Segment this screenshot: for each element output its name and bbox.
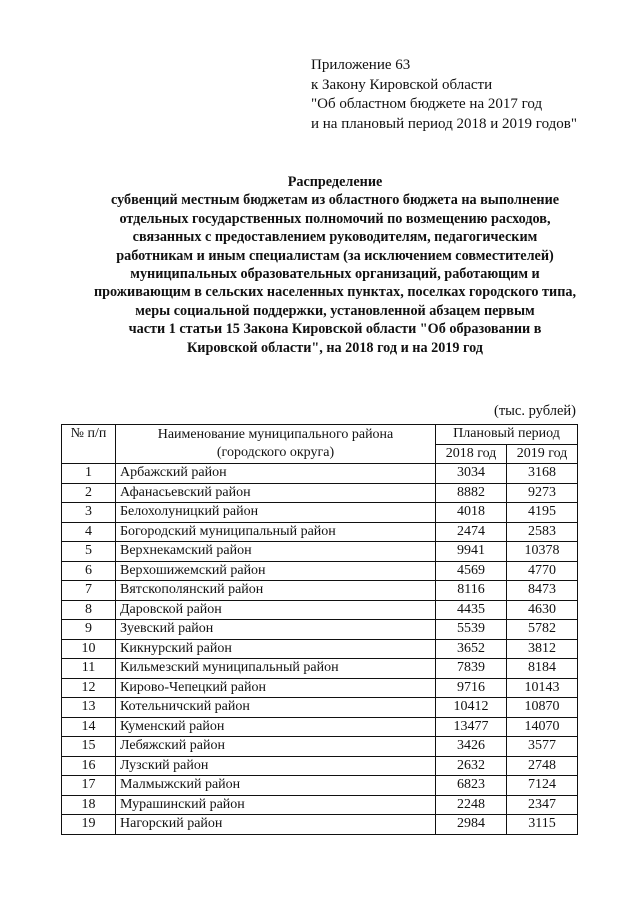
amount-2019: 3812 [507,639,578,659]
row-number: 15 [62,737,116,757]
amount-2018: 13477 [436,717,507,737]
table-row [62,600,578,620]
table-row [62,639,578,659]
amount-2018: 7839 [436,659,507,679]
row-number: 7 [62,581,116,601]
table-row [62,776,578,796]
district-name: Кикнурский район [116,639,436,659]
title-line: меры социальной поддержки, установленной абзацем первым [135,302,535,319]
table-row [62,737,578,757]
amount-2018: 4569 [436,561,507,581]
district-name: Белохолуницкий район [116,503,436,523]
table-row [62,483,578,503]
column-header-name-line1: Наименование муниципального района [157,427,394,442]
amount-2019: 3115 [507,815,578,835]
district-name: Лузский район [116,756,436,776]
amount-2019: 10143 [507,678,578,698]
row-number: 8 [62,600,116,620]
row-number: 11 [62,659,116,679]
row-number: 14 [62,717,116,737]
title-line: Кировской области", на 2018 год и на 2019 год [187,339,483,356]
amount-2018: 8882 [436,483,507,503]
amount-2018: 4018 [436,503,507,523]
district-name: Арбажский район [116,464,436,484]
column-header-name [116,425,436,464]
table-body [62,464,578,835]
amount-2018: 2632 [436,756,507,776]
row-number: 19 [62,815,116,835]
column-header-name-line2: (городского округа) [216,445,335,460]
row-number: 1 [62,464,116,484]
district-name: Даровской район [116,600,436,620]
district-name: Нагорский район [116,815,436,835]
table-row [62,503,578,523]
district-name: Лебяжский район [116,737,436,757]
amount-2019: 8184 [507,659,578,679]
amount-2018: 3426 [436,737,507,757]
title-line: работникам и иным специалистам (за исключением совместителей) [116,247,554,264]
row-number: 12 [62,678,116,698]
amount-2019: 3577 [507,737,578,757]
table-row [62,698,578,718]
appendix-reference [311,56,577,134]
amount-2019: 14070 [507,717,578,737]
table-row [62,542,578,562]
row-number: 18 [62,795,116,815]
district-name: Куменский район [116,717,436,737]
distribution-table [61,424,578,835]
column-header-num: № п/п [62,425,116,464]
amount-2019: 10378 [507,542,578,562]
amount-2018: 9716 [436,678,507,698]
amount-2019: 8473 [507,581,578,601]
amount-2019: 4630 [507,600,578,620]
table-row [62,815,578,835]
amount-2019: 7124 [507,776,578,796]
column-header-2019: 2019 год [507,444,578,464]
district-name: Вятскополянский район [116,581,436,601]
amount-2019: 10870 [507,698,578,718]
table-row [62,581,578,601]
table-header-row [62,425,578,445]
district-name: Мурашинский район [116,795,436,815]
title-line: связанных с предоставлением руководителям, педагогическим [132,229,538,246]
document-title [40,173,630,357]
amount-2018: 6823 [436,776,507,796]
table-row [62,561,578,581]
row-number: 2 [62,483,116,503]
title-line: отдельных государственных полномочий по возмещению расходов, [119,210,551,227]
amount-2018: 2474 [436,522,507,542]
district-name: Зуевский район [116,620,436,640]
amount-2019: 3168 [507,464,578,484]
table-row [62,717,578,737]
district-name: Котельничский район [116,698,436,718]
title-line: субвенций местным бюджетам из областного бюджета на выполнение [110,192,560,209]
appendix-line: и на плановый период 2018 и 2019 годов" [311,115,577,132]
row-number: 9 [62,620,116,640]
amount-2019: 9273 [507,483,578,503]
table-row [62,620,578,640]
district-name: Афанасьевский район [116,483,436,503]
district-name: Богородский муниципальный район [116,522,436,542]
title-heading: Распределение [287,174,383,190]
amount-2018: 5539 [436,620,507,640]
table-row [62,464,578,484]
amount-2018: 3652 [436,639,507,659]
district-name: Верхошижемский район [116,561,436,581]
units-label: (тыс. рублей) [494,403,576,419]
row-number: 5 [62,542,116,562]
table-row [62,522,578,542]
amount-2018: 10412 [436,698,507,718]
table-row [62,795,578,815]
row-number: 6 [62,561,116,581]
district-name: Малмыжский район [116,776,436,796]
title-line: части 1 статьи 15 Закона Кировской области "Об образовании в [128,321,542,338]
title-line: проживающим в сельских населенных пунктах, поселках городского типа, [93,284,577,301]
column-header-period: Плановый период [436,425,578,445]
table-row [62,678,578,698]
amount-2019: 4770 [507,561,578,581]
amount-2018: 2248 [436,795,507,815]
row-number: 17 [62,776,116,796]
district-name: Кирово-Чепецкий район [116,678,436,698]
amount-2018: 4435 [436,600,507,620]
table-row [62,756,578,776]
amount-2018: 2984 [436,815,507,835]
amount-2018: 8116 [436,581,507,601]
appendix-line: Приложение 63 [311,57,411,73]
appendix-line: "Об областном бюджете на 2017 год [311,96,543,112]
amount-2018: 3034 [436,464,507,484]
row-number: 10 [62,639,116,659]
table-row [62,659,578,679]
amount-2019: 4195 [507,503,578,523]
title-line: муниципальных образовательных организаций, работающим и [130,266,540,283]
amount-2019: 2748 [507,756,578,776]
amount-2019: 5782 [507,620,578,640]
district-name: Кильмезский муниципальный район [116,659,436,679]
column-header-2018: 2018 год [436,444,507,464]
district-name: Верхнекамский район [116,542,436,562]
row-number: 13 [62,698,116,718]
row-number: 4 [62,522,116,542]
amount-2018: 9941 [436,542,507,562]
row-number: 3 [62,503,116,523]
amount-2019: 2583 [507,522,578,542]
appendix-line: к Закону Кировской области [311,76,493,93]
row-number: 16 [62,756,116,776]
amount-2019: 2347 [507,795,578,815]
